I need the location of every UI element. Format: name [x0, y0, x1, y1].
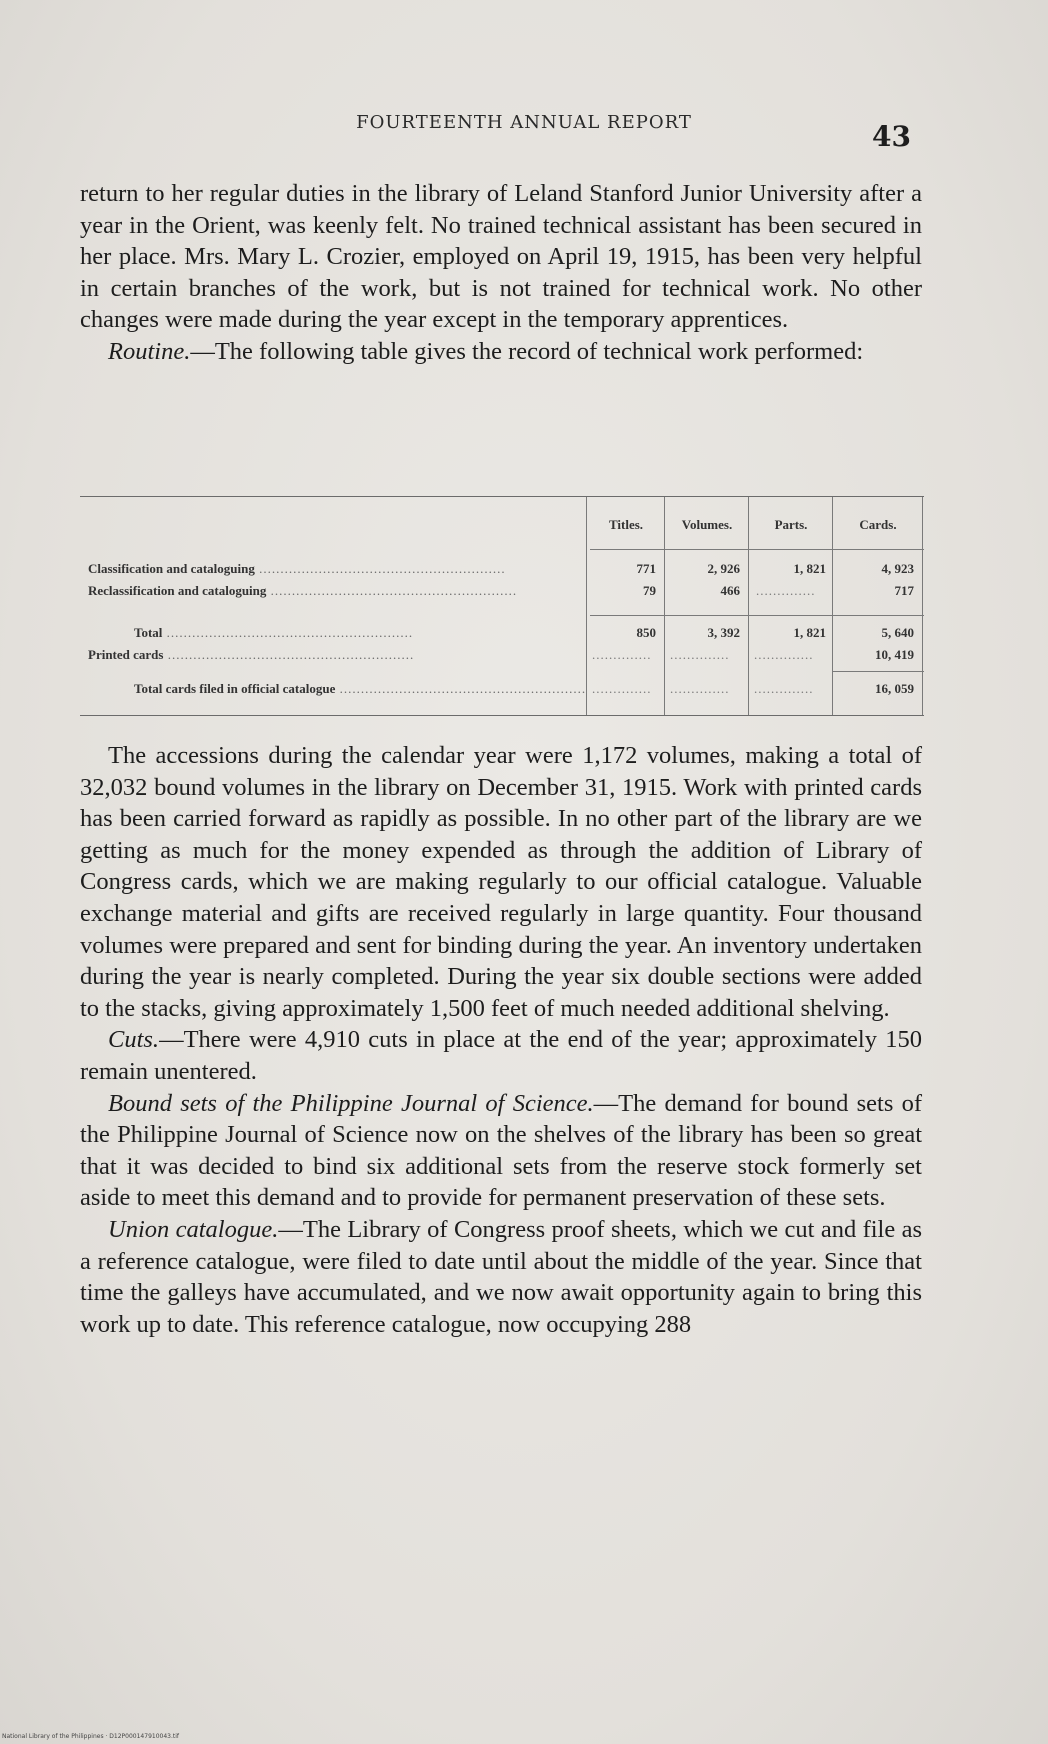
- table-rule: [590, 615, 924, 616]
- cuts-paragraph: [80, 1024, 922, 1087]
- table-row-label: Total ..........................................................: [134, 625, 414, 640]
- bound-sets-text: —The demand for bound sets of the Philippine Journal of Science now on the shelves of the library has been so great that it was decided to bind six additional sets from the reserve stock formerly set aside to meet this demand and to provide for permanent preservation of these sets.: [80, 1089, 922, 1212]
- routine-text: —The following table gives the record of technical work performed:: [190, 337, 864, 365]
- empty-cell-dots: ..............: [592, 681, 652, 696]
- col-header-parts: Parts.: [774, 517, 808, 532]
- empty-cell-dots: ..............: [754, 647, 814, 662]
- cell-parts: 1, 821: [793, 625, 826, 640]
- union-catalogue-paragraph: [80, 1214, 922, 1340]
- scan-footer-stamp: National Library of the Philippines · D12P000147910043.tif: [2, 1733, 180, 1740]
- empty-cell-dots: ..............: [756, 583, 816, 598]
- bottom-text-block: [80, 740, 922, 1340]
- cell-cards: 5, 640: [881, 625, 914, 640]
- routine-paragraph: [80, 336, 922, 368]
- union-catalogue-text: —The Library of Congress proof sheets, which we cut and file as a reference catalogue, were filed to date until about the middle of the year. Since that time the galleys have accumulated, and we now await opportunity again to bring this work up to date. This reference catalogue, now occupying 288: [80, 1215, 922, 1338]
- col-header-cards: Cards.: [859, 517, 897, 532]
- cell-cards: 10, 419: [875, 647, 914, 662]
- accessions-paragraph: The accessions during the calendar year were 1,172 volumes, making a total of 32,032 bound volumes in the library on December 31, 1915. Work with printed cards has been carried forward as rapidly as possible. In no other part of the library are we getting as much for the money expended as through the addition of Library of Congress cards, which we are making regularly to our official catalogue. Valuable exchange material and gifts are received regularly in large quantity. Four thousand volumes were prepared and sent for binding during the year. An inventory undertaken during the year is nearly completed. During the year six double sections were added to the stacks, giving approximately 1,500 feet of much needed additional shelving.: [80, 742, 922, 1022]
- cell-titles: 79: [643, 583, 656, 598]
- table-row-label: Printed cards ..........................................................: [88, 647, 415, 662]
- cell-cards: 717: [894, 583, 914, 598]
- table-rule: [832, 671, 924, 672]
- table-divider: [832, 497, 833, 715]
- cell-titles: 850: [636, 625, 656, 640]
- empty-cell-dots: ..............: [670, 647, 730, 662]
- cell-volumes: 466: [720, 583, 740, 598]
- bound-sets-heading: Bound sets of the Philippine Journal of Science.: [108, 1089, 594, 1117]
- table-row-label: Reclassification and cataloguing ..........................................................: [88, 583, 518, 598]
- cuts-heading: Cuts.: [108, 1026, 160, 1054]
- empty-cell-dots: ..............: [592, 647, 652, 662]
- top-text-block: [80, 178, 922, 368]
- table-divider: [586, 497, 587, 715]
- running-title: FOURTEENTH ANNUAL REPORT: [356, 112, 692, 133]
- table-divider: [664, 497, 665, 715]
- empty-cell-dots: ..............: [754, 681, 814, 696]
- cell-cards: 16, 059: [875, 681, 914, 696]
- continued-paragraph: return to her regular duties in the library of Leland Stanford Junior University after a year in the Orient, was keenly felt. No trained technical assistant has been secured in her place. Mrs. Mary L. Crozier, employed on April 19, 1915, has been very helpful in certain branches of the work, but is not trained for technical work. No other changes were made during the year except in the temporary apprentices.: [80, 180, 922, 334]
- cell-volumes: 3, 392: [707, 625, 740, 640]
- col-header-titles: Titles.: [608, 517, 644, 532]
- cuts-text: —There were 4,910 cuts in place at the end of the year; approximately 150 remain unentered.: [80, 1026, 922, 1085]
- table-row-label: Total cards filed in official catalogue ..........................................................: [134, 681, 586, 696]
- cell-cards: 4, 923: [881, 561, 914, 576]
- table-divider: [922, 497, 923, 715]
- bound-sets-paragraph: [80, 1088, 922, 1214]
- table-divider: [748, 497, 749, 715]
- cell-titles: 771: [636, 561, 656, 576]
- technical-work-table: [80, 496, 924, 716]
- union-catalogue-heading: Union catalogue.: [108, 1215, 279, 1243]
- cell-volumes: 2, 926: [707, 561, 740, 576]
- table-row-label: Classification and cataloguing ..........................................................: [88, 561, 506, 576]
- col-header-volumes: Volumes.: [681, 517, 733, 532]
- table-rule: [590, 549, 924, 550]
- empty-cell-dots: ..............: [670, 681, 730, 696]
- cell-parts: 1, 821: [793, 561, 826, 576]
- page-number: 43: [872, 120, 911, 153]
- routine-heading: Routine.: [108, 337, 191, 365]
